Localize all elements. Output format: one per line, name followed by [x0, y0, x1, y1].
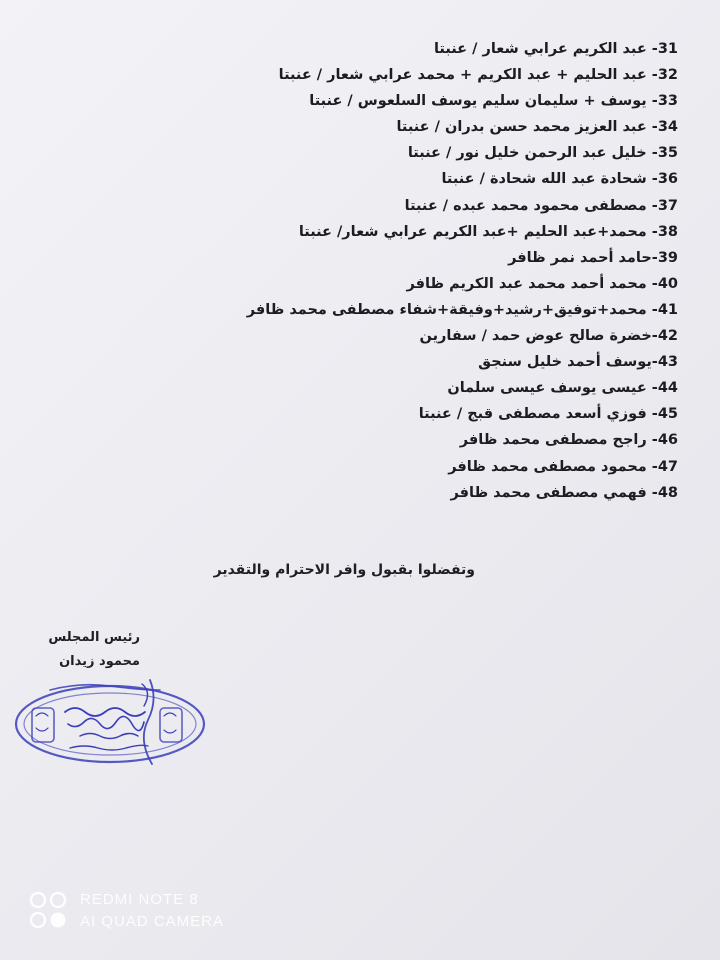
list-item: 39-حامد أحمد نمر ظافر — [508, 249, 678, 266]
closing-line: وتفضلوا بقبول وافر الاحترام والتقدير — [213, 562, 475, 578]
signature-name: محمود زيدان — [59, 654, 140, 669]
list-item: 37- مصطفى محمود محمد عبده / عنبتا — [404, 197, 678, 214]
list-item: 38- محمد+عبد الحليم +عبد الكريم عرابي شعار/ عنبتا — [298, 223, 678, 240]
list-item: 41- محمد+توفيق+رشيد+وفيقة+شفاء مصطفى محمد ظافر — [246, 301, 678, 318]
list-item: 44- عيسى يوسف عيسى سلمان — [447, 380, 678, 397]
list-item: 35- خليل عبد الرحمن خليل نور / عنبتا — [407, 145, 678, 162]
signature-title: رئيس المجلس — [48, 630, 140, 645]
list-item: 31- عبد الكريم عرابي شعار / عنبتا — [433, 41, 678, 57]
list-item: 40- محمد أحمد محمد عبد الكريم ظافر — [406, 275, 678, 292]
list-item: 42-خضرة صالح عوض حمد / سفارين — [419, 328, 678, 345]
list-item: 47- محمود مصطفى محمد ظافر — [448, 458, 678, 475]
list-item: 43-يوسف أحمد خليل سنجق — [478, 354, 678, 371]
camera-lens-icon — [28, 890, 70, 930]
list-item: 48- فهمي مصطفى محمد ظافر — [450, 484, 678, 501]
list-item: 33- يوسف + سليمان سليم يوسف السلعوس / عنبتا — [309, 93, 678, 110]
entry-list — [248, 36, 678, 506]
watermark-line-1: REDMI NOTE 8 — [80, 891, 199, 908]
list-item: 46- راجح مصطفى محمد ظافر — [459, 432, 678, 449]
list-item: 32- عبد الحليم + عبد الكريم + محمد عرابي شعار / عنبتا — [278, 67, 678, 84]
watermark-line-2: AI QUAD CAMERA — [80, 913, 225, 930]
stamp-image — [10, 672, 210, 772]
list-item: 36- شحادة عبد الله شحادة / عنبتا — [441, 171, 678, 188]
list-item: 45- فوزي أسعد مصطفى قبج / عنبتا — [418, 406, 678, 423]
list-item: 34- عبد العزيز محمد حسن بدران / عنبتا — [396, 119, 678, 136]
